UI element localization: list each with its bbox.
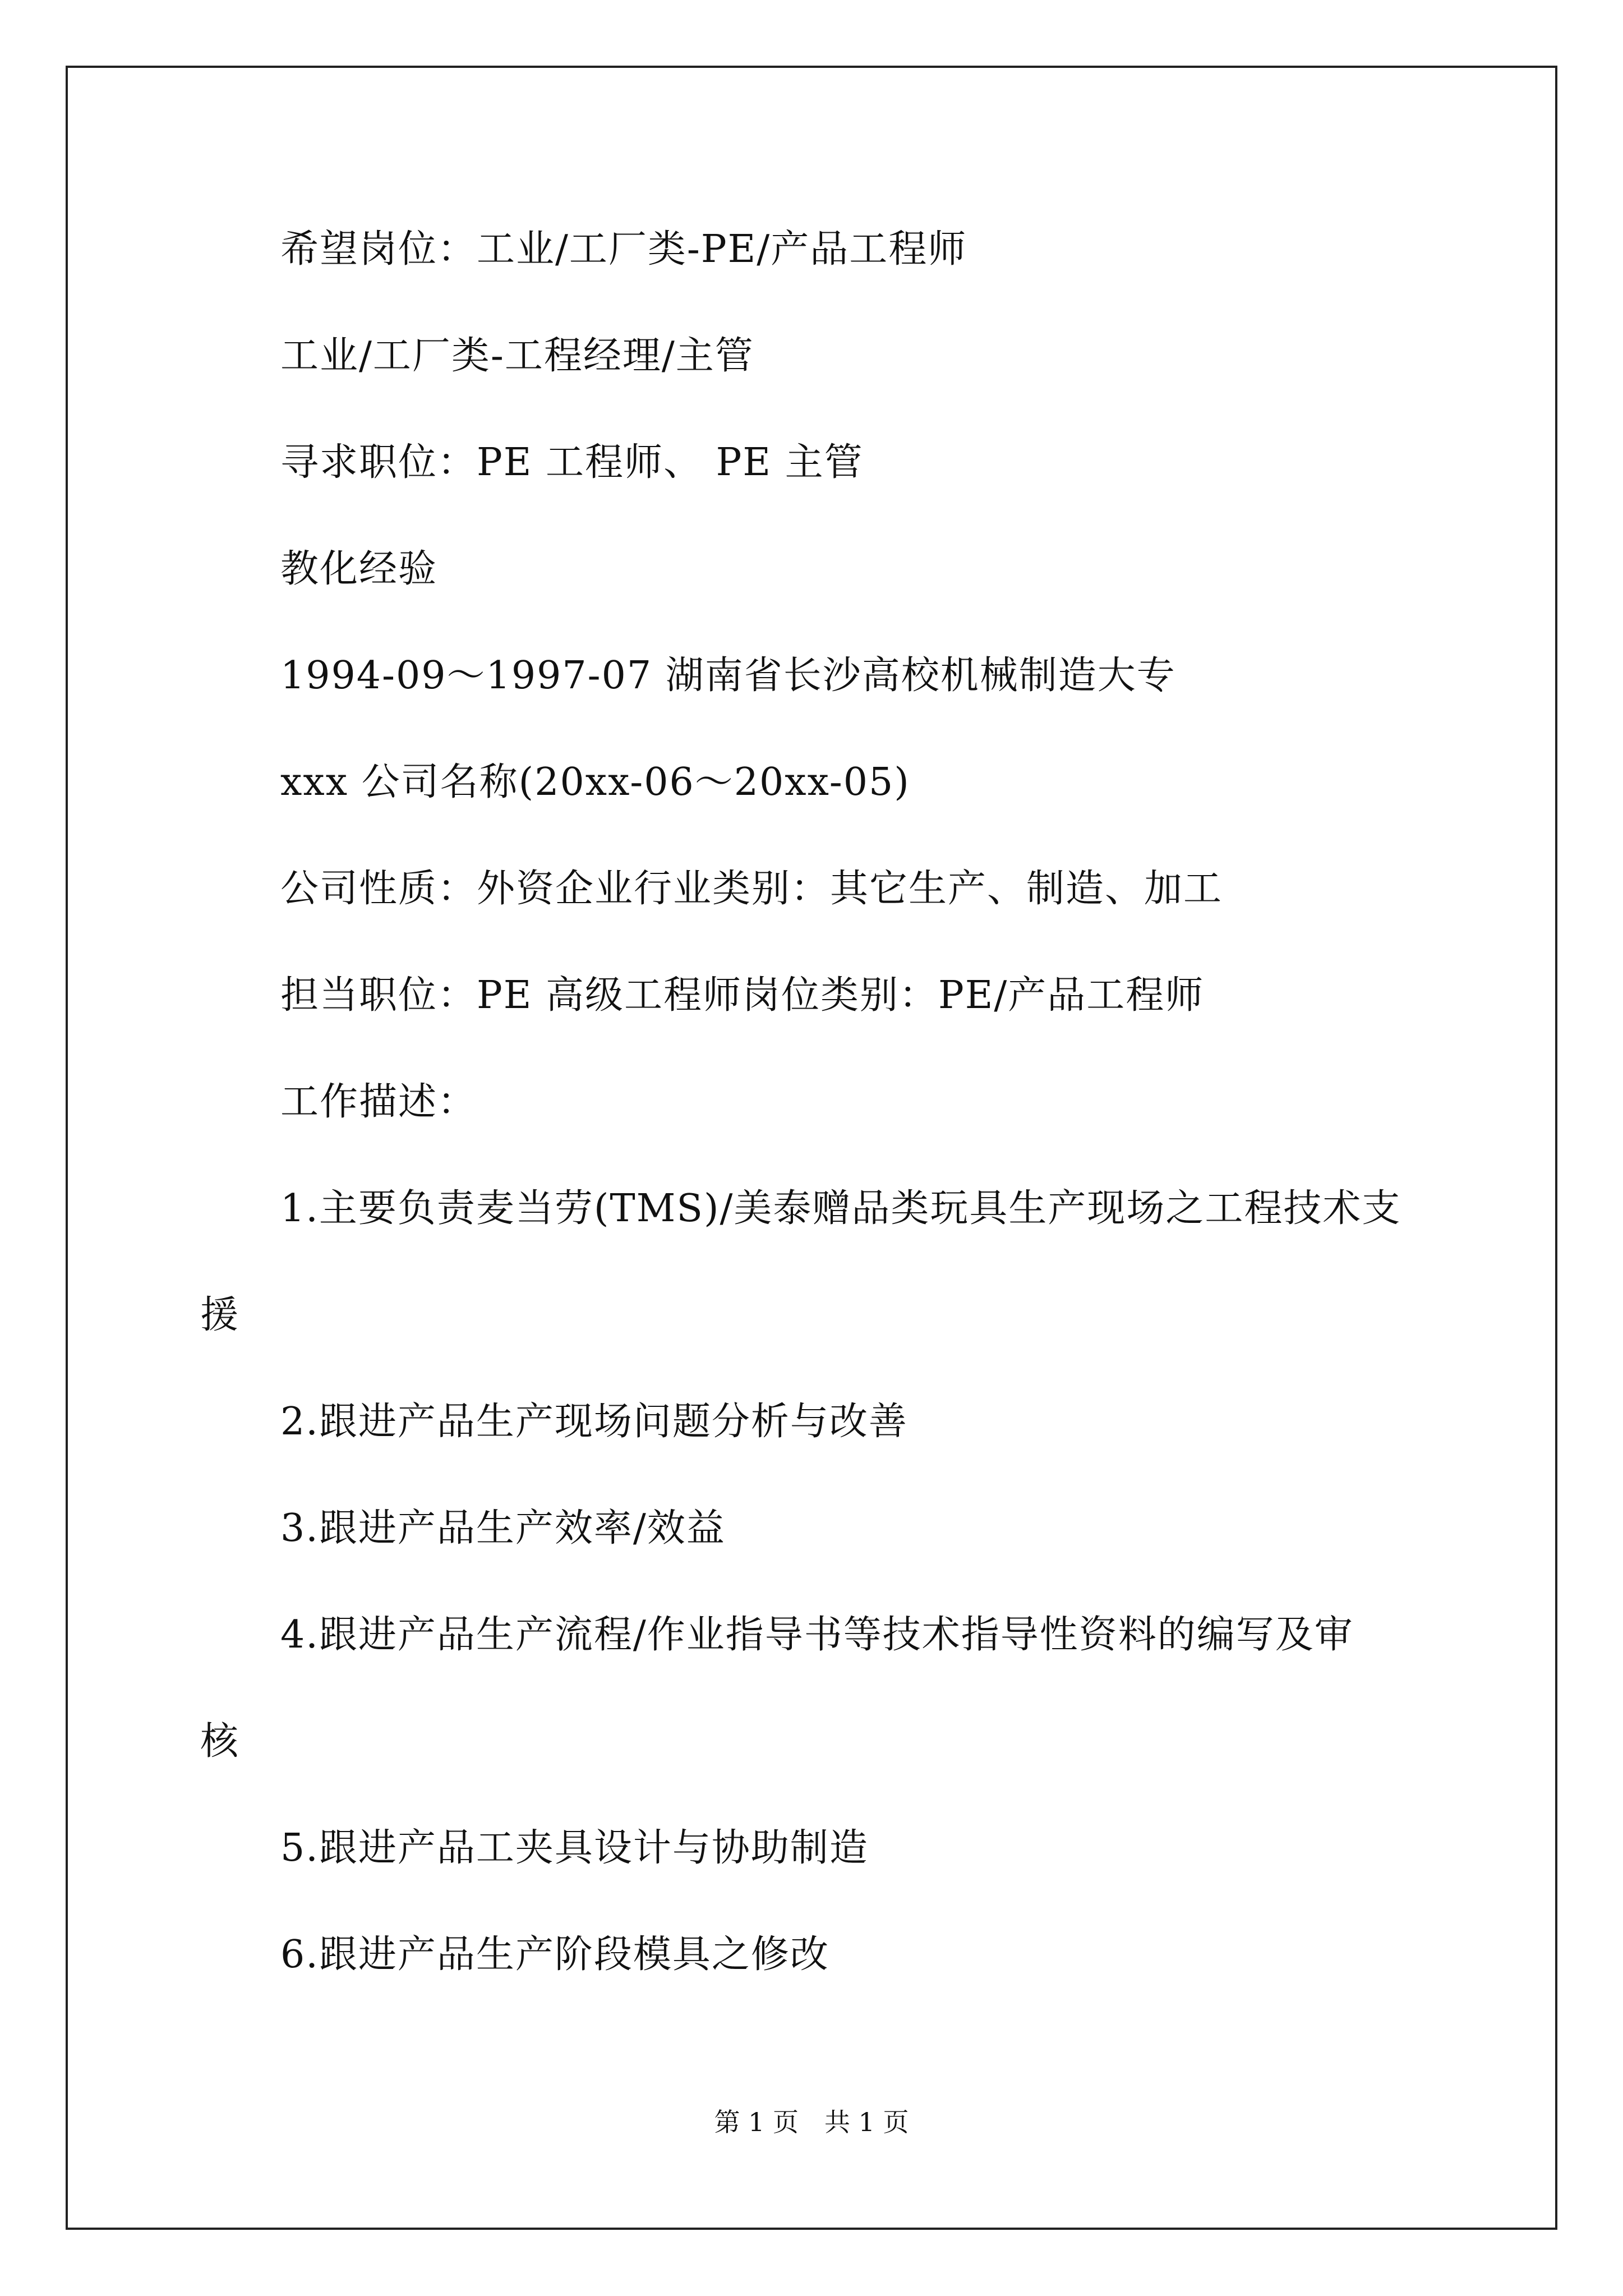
list-item-4-continuation: 核 xyxy=(200,1719,240,1764)
list-item-1-continuation: 援 xyxy=(200,1293,240,1337)
text-line-desired-position: 希望岗位：工业/工厂类-PE/产品工程师 xyxy=(280,227,967,272)
section-heading-education: 教化经验 xyxy=(280,547,438,591)
text-line-held-position: 担当职位：PE 高级工程师岗位类别：PE/产品工程师 xyxy=(280,973,1205,1018)
section-heading-job-description: 工作描述： xyxy=(280,1080,477,1124)
list-item-6: 6.跟进产品生产阶段模具之修改 xyxy=(280,1932,829,1977)
text-line-desired-position-2: 工业/工厂类-工程经理/主管 xyxy=(280,334,754,378)
list-item-5: 5.跟进产品工夹具设计与协助制造 xyxy=(280,1826,869,1870)
text-line-company-name: xxx 公司名称(20xx-06～20xx-05) xyxy=(280,760,910,804)
list-item-2: 2.跟进产品生产现场问题分析与改善 xyxy=(280,1400,908,1444)
text-line-sought-position: 寻求职位：PE 工程师、 PE 主管 xyxy=(280,440,864,485)
list-item-1: 1.主要负责麦当劳(TMS)/美泰赠品类玩具生产现场之工程技术支 xyxy=(280,1186,1401,1231)
list-item-4: 4.跟进产品生产流程/作业指导书等技术指导性资料的编写及审 xyxy=(280,1613,1354,1657)
page-number-footer: 第 1 页 共 1 页 xyxy=(714,2107,909,2137)
page-border xyxy=(66,66,1557,2230)
list-item-3: 3.跟进产品生产效率/效益 xyxy=(280,1506,726,1550)
text-line-education-entry: 1994-09～1997-07 湖南省长沙高校机械制造大专 xyxy=(280,654,1176,698)
text-line-company-nature: 公司性质：外资企业行业类别：其它生产、制造、加工 xyxy=(280,867,1223,911)
